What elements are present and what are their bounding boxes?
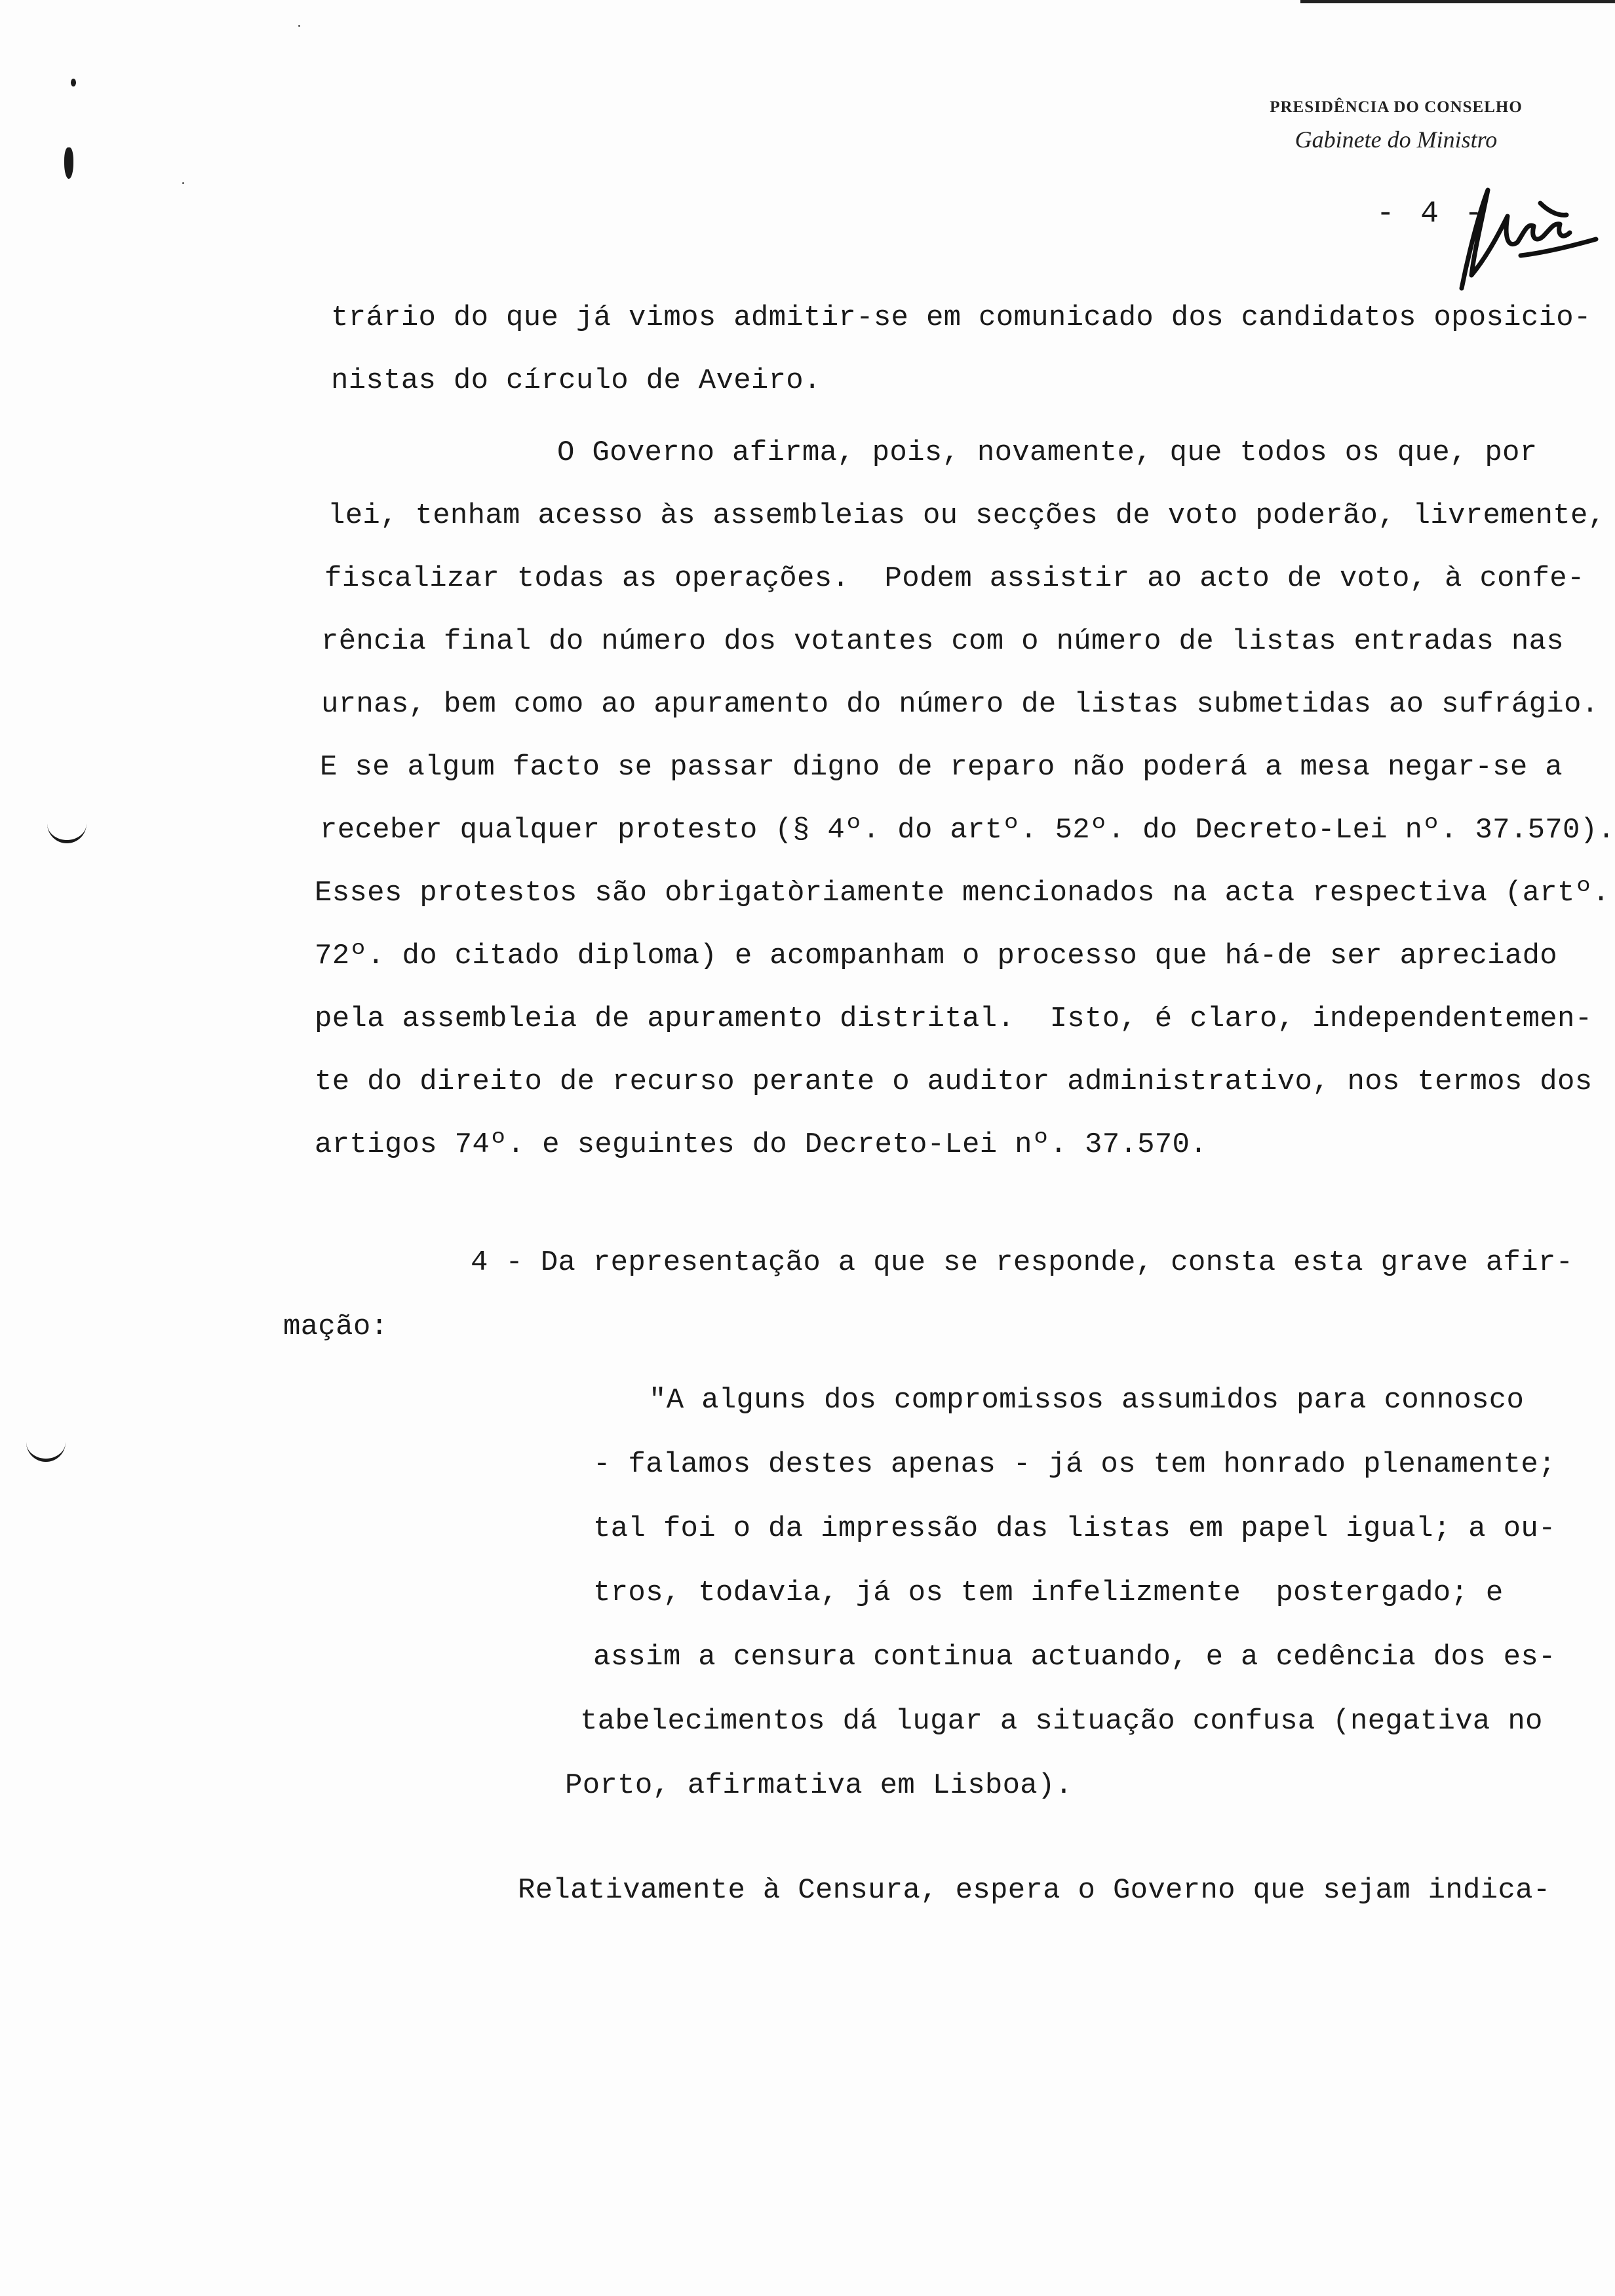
signature-initials <box>1442 177 1599 301</box>
text-line: pela assembleia de apuramento distrital. Isto, é claro, independentemen- <box>315 1003 1593 1035</box>
text-line: te do direito de recurso perante o auditor administrativo, nos termos dos <box>315 1065 1593 1098</box>
text-line: fiscalizar todas as operações. Podem assistir ao acto de voto, à confe- <box>324 562 1585 595</box>
office-name: Gabinete do Ministro <box>1294 126 1498 153</box>
text-line: Relativamente à Censura, espera o Governo que sejam indica- <box>518 1874 1551 1907</box>
text-line: E se algum facto se passar digno de reparo não poderá a mesa negar-se a <box>320 751 1563 784</box>
top-edge-rule <box>1300 0 1615 3</box>
section-heading-line: 4 - Da representação a que se responde, consta esta grave afir- <box>471 1246 1574 1279</box>
organization-name: PRESIDÊNCIA DO CONSELHO <box>1270 98 1523 116</box>
quote-line: tabelecimentos dá lugar a situação confusa (negativa no <box>580 1705 1543 1738</box>
quote-line: tros, todavia, já os tem infelizmente postergado; e <box>593 1577 1504 1609</box>
text-line: 72º. do citado diploma) e acompanham o processo que há-de ser apreciado <box>315 940 1558 972</box>
page-number: - 4 - <box>1376 197 1487 231</box>
text-line: mação: <box>283 1311 389 1343</box>
text-line: urnas, bem como ao apuramento do número de listas submetidas ao sufrágio. <box>321 688 1599 721</box>
text-line: artigos 74º. e seguintes do Decreto-Lei nº. 37.570. <box>315 1128 1207 1161</box>
text-line: receber qualquer protesto (§ 4º. do artº. 52º. do Decreto-Lei nº. 37.570). <box>320 814 1615 847</box>
scan-speck <box>182 182 184 184</box>
quote-line: tal foi o da impressão das listas em papel igual; a ou- <box>593 1512 1556 1545</box>
quote-line: Porto, afirmativa em Lisboa). <box>565 1769 1073 1802</box>
quote-line: - falamos destes apenas - já os tem honrado plenamente; <box>593 1448 1556 1481</box>
quote-line: assim a censura continua actuando, e a cedência dos es- <box>593 1641 1556 1674</box>
text-line: O Governo afirma, pois, novamente, que todos os que, por <box>557 436 1538 469</box>
margin-bracket-mark <box>47 816 87 843</box>
quote-line: "A alguns dos compromissos assumidos para connosco <box>649 1384 1525 1417</box>
text-line: rência final do número dos votantes com o número de listas entradas nas <box>321 625 1565 658</box>
text-line: lei, tenham acesso às assembleias ou secções de voto poderão, livremente, <box>328 499 1606 532</box>
text-line: nistas do círculo de Aveiro. <box>331 364 821 397</box>
letterhead <box>1226 98 1566 153</box>
scan-speck <box>298 25 300 27</box>
margin-bracket-mark <box>26 1435 66 1462</box>
punch-mark <box>64 147 73 179</box>
text-line: trário do que já vimos admitir-se em comunicado dos candidatos oposicio- <box>331 301 1591 334</box>
text-line: Esses protestos são obrigatòriamente mencionados na acta respectiva (artº. <box>315 877 1610 909</box>
punch-mark <box>71 79 76 86</box>
